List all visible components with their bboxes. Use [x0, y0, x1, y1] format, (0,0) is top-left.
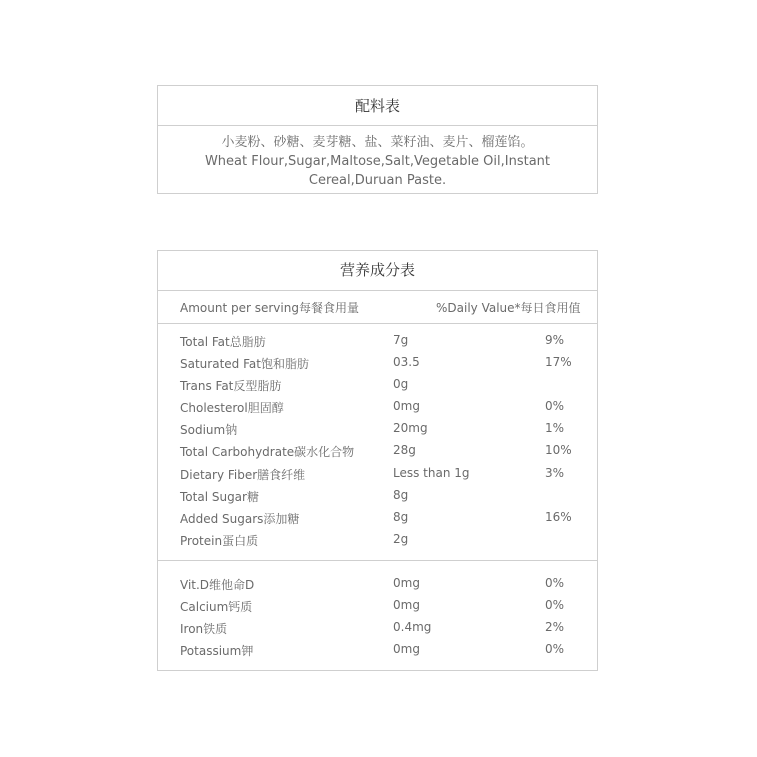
- nutrient-row-total-fat: [158, 329, 597, 351]
- nutrient-row-saturated-fat: [158, 351, 597, 373]
- nutrient-row-dietary-fiber: [158, 462, 597, 484]
- nutrient-name: Total Sugar糖: [180, 489, 259, 504]
- nutrient-row-sodium: [158, 417, 597, 439]
- nutrient-name: Trans Fat反型脂肪: [180, 379, 282, 394]
- header-amount-per-serving: Amount per serving每餐食用量: [180, 301, 359, 315]
- nutrient-amount: 0g: [393, 377, 409, 392]
- nutrient-amount: 8g: [393, 487, 409, 502]
- nutrient-name: Protein蛋白质: [180, 533, 259, 548]
- header-daily-value: %Daily Value*每日食用值: [436, 301, 581, 315]
- nutrient-amount: 0mg: [393, 576, 420, 590]
- nutrient-daily-value: 2%: [545, 620, 565, 635]
- nutrient-row-trans-fat: [158, 373, 597, 395]
- ingredients-text-cn: 小麦粉、砂糖、麦芽糖、盐、菜籽油、麦片、榴莲馅。: [221, 135, 534, 150]
- nutrient-daily-value: 17%: [545, 355, 572, 370]
- nutrient-name: Potassium钾: [180, 644, 254, 659]
- nutrition-main-section: [158, 324, 597, 561]
- nutrient-row-total-sugar: [158, 484, 597, 506]
- nutrient-row-potassium: [158, 638, 597, 660]
- ingredients-body: [158, 126, 597, 190]
- nutrient-amount: 0mg: [393, 399, 420, 414]
- nutrient-name: Dietary Fiber膳食纤维: [180, 467, 306, 482]
- nutrition-minerals-section: [158, 561, 597, 660]
- nutrient-daily-value: 1%: [545, 421, 565, 436]
- nutrient-amount: 7g: [393, 333, 409, 347]
- nutrient-amount: Less than 1g: [393, 465, 470, 480]
- nutrient-name: Total Fat总脂肪: [180, 335, 266, 349]
- nutrient-row-iron: [158, 616, 597, 638]
- nutrient-name: Calcium钙质: [180, 600, 253, 615]
- nutrient-name: Saturated Fat饱和脂肪: [180, 357, 309, 372]
- nutrient-name: Added Sugars添加糖: [180, 511, 300, 526]
- nutrient-amount: 2g: [393, 531, 409, 546]
- nutrient-amount: 03.5: [393, 355, 420, 370]
- nutrient-row-total-carbohydrate: [158, 439, 597, 461]
- nutrient-name: Cholesterol胆固醇: [180, 401, 284, 416]
- nutrient-daily-value: 0%: [545, 598, 565, 613]
- ingredients-text-en: Wheat Flour,Sugar,Maltose,Salt,Vegetable Oil,Instant Cereal,Duruan Paste.: [204, 154, 551, 188]
- nutrient-amount: 8g: [393, 509, 409, 524]
- nutrient-daily-value: 16%: [545, 509, 572, 524]
- nutrient-amount: 28g: [393, 443, 416, 458]
- nutrient-amount: 20mg: [393, 421, 428, 436]
- nutrient-name: Iron铁质: [180, 622, 228, 637]
- nutrient-amount: 0mg: [393, 598, 420, 613]
- nutrient-row-calcium: [158, 594, 597, 616]
- nutrient-row-vitamin-d: [158, 572, 597, 594]
- nutrient-daily-value: 9%: [545, 333, 565, 347]
- nutrition-facts-panel: [157, 250, 598, 671]
- nutrient-row-protein: [158, 528, 597, 550]
- nutrition-title: 营养成分表: [158, 251, 597, 291]
- ingredients-panel: [157, 85, 598, 194]
- nutrient-name: Sodium钠: [180, 423, 238, 438]
- nutrient-daily-value: 10%: [545, 443, 572, 458]
- nutrient-daily-value: 0%: [545, 576, 565, 590]
- nutrient-amount: 0mg: [393, 642, 420, 657]
- nutrient-name: Total Carbohydrate碳水化合物: [180, 445, 355, 460]
- nutrient-amount: 0.4mg: [393, 620, 432, 635]
- ingredients-title: 配料表: [158, 86, 597, 126]
- nutrition-header: [158, 291, 597, 324]
- nutrient-daily-value: 0%: [545, 399, 565, 414]
- nutrient-name: Vit.D维他命D: [180, 578, 255, 592]
- nutrient-daily-value: 0%: [545, 642, 565, 657]
- nutrient-row-added-sugars: [158, 506, 597, 528]
- nutrient-row-cholesterol: [158, 395, 597, 417]
- nutrient-daily-value: 3%: [545, 465, 565, 480]
